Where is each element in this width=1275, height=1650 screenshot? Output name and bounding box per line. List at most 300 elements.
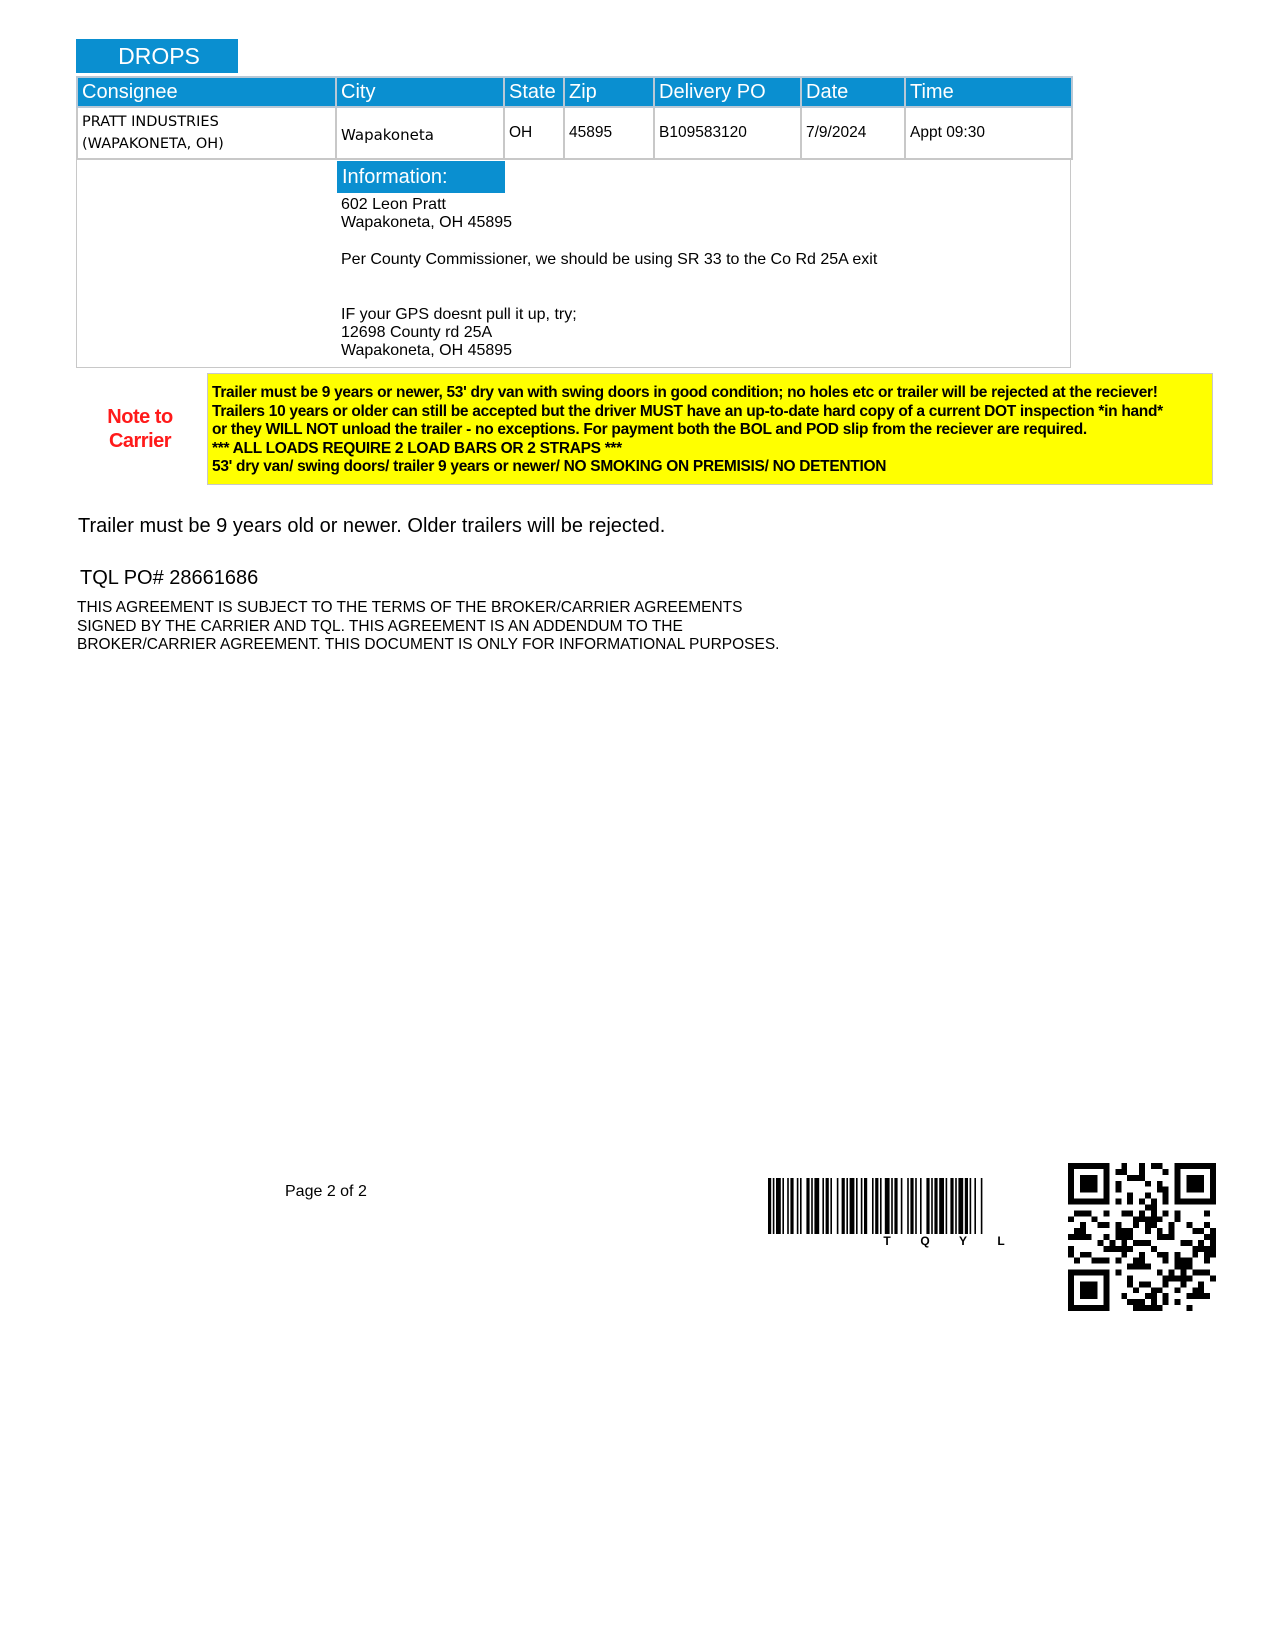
barcode-bar <box>800 1178 802 1234</box>
qr-module <box>1180 1264 1186 1270</box>
qr-module <box>1086 1270 1092 1276</box>
barcode-char: L <box>997 1234 1005 1248</box>
qr-module <box>1068 1305 1074 1311</box>
qr-module <box>1068 1163 1074 1169</box>
barcode-bar <box>776 1178 781 1234</box>
qr-module <box>1175 1252 1181 1258</box>
qr-module <box>1104 1199 1110 1205</box>
qr-module <box>1115 1222 1121 1228</box>
barcode-bar <box>864 1178 867 1234</box>
qr-module <box>1074 1234 1080 1240</box>
qr-module <box>1068 1216 1074 1222</box>
qr-module <box>1115 1258 1121 1264</box>
qr-module <box>1086 1293 1092 1299</box>
qr-module <box>1210 1252 1216 1258</box>
qr-module <box>1080 1187 1086 1193</box>
qr-module <box>1086 1181 1092 1187</box>
note-line: or they WILL NOT unload the trailer - no exceptions. For payment both the BOL and POD slip from the reciever are required. <box>212 421 1087 438</box>
barcode-bar <box>787 1178 789 1234</box>
qr-module <box>1068 1287 1074 1293</box>
qr-module <box>1104 1275 1110 1281</box>
barcode-bar <box>872 1178 874 1234</box>
qr-module <box>1204 1222 1210 1228</box>
qr-module <box>1204 1293 1210 1299</box>
qr-module <box>1104 1163 1110 1169</box>
qr-module <box>1139 1299 1145 1305</box>
qr-module <box>1092 1293 1098 1299</box>
barcode-caption <box>868 1234 1020 1248</box>
qr-module <box>1080 1252 1086 1258</box>
qr-module <box>1163 1299 1169 1305</box>
qr-module <box>1192 1293 1198 1299</box>
qr-module <box>1157 1270 1163 1276</box>
qr-module <box>1092 1187 1098 1193</box>
consignee-name: PRATT INDUSTRIES <box>82 114 219 130</box>
qr-module <box>1127 1299 1133 1305</box>
qr-code-icon <box>1068 1163 1216 1311</box>
qr-module <box>1074 1163 1080 1169</box>
qr-module <box>1139 1169 1145 1175</box>
barcode-bar <box>837 1178 839 1234</box>
qr-module <box>1121 1234 1127 1240</box>
qr-module <box>1204 1258 1210 1264</box>
qr-module <box>1175 1299 1181 1305</box>
barcode-bar <box>950 1178 953 1234</box>
qr-module <box>1157 1252 1163 1258</box>
qr-module <box>1092 1305 1098 1311</box>
qr-module <box>1198 1228 1204 1234</box>
col-header-zip: Zip <box>564 77 654 107</box>
qr-module <box>1169 1228 1175 1234</box>
qr-module <box>1074 1305 1080 1311</box>
qr-module <box>1098 1163 1104 1169</box>
qr-module <box>1092 1281 1098 1287</box>
qr-module <box>1175 1210 1181 1216</box>
qr-module <box>1210 1199 1216 1205</box>
qr-module <box>1210 1275 1216 1281</box>
qr-module <box>1186 1163 1192 1169</box>
col-header-consignee: Consignee <box>77 77 336 107</box>
qr-module <box>1180 1281 1186 1287</box>
qr-module <box>1175 1175 1181 1181</box>
qr-module <box>1175 1193 1181 1199</box>
qr-module <box>1192 1228 1198 1234</box>
qr-module <box>1192 1287 1198 1293</box>
qr-module <box>1151 1216 1157 1222</box>
qr-module <box>1192 1187 1198 1193</box>
qr-module <box>1098 1305 1104 1311</box>
qr-module <box>1121 1228 1127 1234</box>
qr-module <box>1157 1181 1163 1187</box>
qr-module <box>1104 1293 1110 1299</box>
qr-module <box>1133 1222 1139 1228</box>
qr-module <box>1080 1199 1086 1205</box>
note-line: Trailers 10 years or older can still be accepted but the driver MUST have an up-to-date hard copy of a current DOT inspection *in hand* <box>212 402 1163 420</box>
qr-module <box>1151 1163 1157 1169</box>
trailer-age-note: Trailer must be 9 years old or newer. Older trailers will be rejected. <box>78 515 666 537</box>
qr-module <box>1133 1216 1139 1222</box>
drops-section-title: DROPS <box>76 39 238 73</box>
qr-module <box>1192 1199 1198 1205</box>
qr-module <box>1145 1305 1151 1311</box>
qr-module <box>1115 1181 1121 1187</box>
qr-module <box>1133 1305 1139 1311</box>
qr-module <box>1151 1210 1157 1216</box>
qr-module <box>1151 1204 1157 1210</box>
cell-date: 7/9/2024 <box>801 107 905 159</box>
qr-module <box>1175 1287 1181 1293</box>
note-to-carrier-label <box>100 405 180 453</box>
barcode-bar <box>926 1178 929 1234</box>
cell-zip: 45895 <box>564 107 654 159</box>
qr-module <box>1068 1252 1074 1258</box>
qr-module <box>1204 1234 1210 1240</box>
qr-module <box>1098 1199 1104 1205</box>
qr-module <box>1127 1228 1133 1234</box>
qr-module <box>1086 1287 1092 1293</box>
qr-module <box>1092 1199 1098 1205</box>
qr-module <box>1139 1199 1145 1205</box>
qr-module <box>1139 1216 1145 1222</box>
barcode-bar <box>875 1178 878 1234</box>
qr-module <box>1157 1187 1163 1193</box>
qr-module <box>1198 1293 1204 1299</box>
qr-module <box>1104 1222 1110 1228</box>
qr-module <box>1198 1287 1204 1293</box>
qr-module <box>1109 1240 1115 1246</box>
qr-module <box>1098 1258 1104 1264</box>
qr-module <box>1068 1275 1074 1281</box>
qr-module <box>1163 1281 1169 1287</box>
qr-module <box>1127 1210 1133 1216</box>
note-label-line2: Carrier <box>108 430 172 452</box>
qr-module <box>1198 1163 1204 1169</box>
qr-module <box>1068 1193 1074 1199</box>
qr-module <box>1204 1210 1210 1216</box>
col-header-time: Time <box>905 77 1072 107</box>
qr-module <box>1204 1246 1210 1252</box>
qr-module <box>1092 1216 1098 1222</box>
consignee-location: (WAPAKONETA, OH) <box>82 136 224 152</box>
qr-module <box>1127 1234 1133 1240</box>
qr-module <box>1198 1281 1204 1287</box>
qr-module <box>1175 1275 1181 1281</box>
qr-module <box>1127 1275 1133 1281</box>
barcode-bar <box>880 1178 882 1234</box>
qr-module <box>1121 1169 1127 1175</box>
qr-module <box>1151 1305 1157 1311</box>
qr-module <box>1163 1252 1169 1258</box>
qr-module <box>1163 1187 1169 1193</box>
qr-module <box>1080 1270 1086 1276</box>
qr-module <box>1139 1258 1145 1264</box>
qr-module <box>1133 1175 1139 1181</box>
qr-module <box>1186 1187 1192 1193</box>
note-line: 53' dry van/ swing doors/ trailer 9 years or newer/ NO SMOKING ON PREMISIS/ NO DETENTION <box>212 458 887 475</box>
cell-city: Wapakoneta <box>336 107 504 159</box>
qr-module <box>1210 1187 1216 1193</box>
qr-module <box>1080 1293 1086 1299</box>
qr-module <box>1210 1175 1216 1181</box>
qr-module <box>1157 1228 1163 1234</box>
note-line: Trailer must be 9 years or newer, 53' dry van with swing doors in good condition; no holes etc or trailer will be rejected at the reciever! <box>212 384 1158 401</box>
qr-module <box>1180 1270 1186 1276</box>
qr-module <box>1080 1181 1086 1187</box>
qr-module <box>1133 1287 1139 1293</box>
barcode-bar <box>773 1178 775 1234</box>
note-label-line1: Note to <box>107 406 173 428</box>
qr-module <box>1068 1169 1074 1175</box>
qr-module <box>1086 1281 1092 1287</box>
qr-module <box>1145 1216 1151 1222</box>
info-address-line1: 602 Leon Pratt <box>341 196 446 213</box>
qr-module <box>1104 1281 1110 1287</box>
qr-module <box>1180 1258 1186 1264</box>
barcode-bar <box>891 1178 893 1234</box>
drops-table <box>76 76 1073 160</box>
qr-module <box>1180 1163 1186 1169</box>
qr-module <box>1068 1181 1074 1187</box>
qr-module <box>1104 1175 1110 1181</box>
qr-module <box>1121 1293 1127 1299</box>
qr-module <box>1157 1287 1163 1293</box>
qr-module <box>1186 1264 1192 1270</box>
qr-module <box>1139 1240 1145 1246</box>
qr-module <box>1163 1210 1169 1216</box>
qr-module <box>1104 1210 1110 1216</box>
barcode-bar <box>814 1178 819 1234</box>
qr-module <box>1139 1163 1145 1169</box>
qr-module <box>1127 1199 1133 1205</box>
qr-module <box>1198 1199 1204 1205</box>
qr-module <box>1092 1287 1098 1293</box>
barcode-bar <box>910 1178 913 1234</box>
qr-module <box>1104 1187 1110 1193</box>
qr-module <box>1163 1293 1169 1299</box>
barcode-bar <box>856 1178 858 1234</box>
qr-module <box>1192 1270 1198 1276</box>
qr-module <box>1151 1222 1157 1228</box>
qr-module <box>1068 1281 1074 1287</box>
barcode-bar <box>894 1178 897 1234</box>
qr-module <box>1086 1199 1092 1205</box>
qr-module <box>1198 1181 1204 1187</box>
barcode-bar <box>974 1178 976 1234</box>
qr-module <box>1127 1264 1133 1270</box>
qr-module <box>1080 1222 1086 1228</box>
qr-module <box>1068 1270 1074 1276</box>
info-gps-line3: Wapakoneta, OH 45895 <box>341 342 513 359</box>
qr-module <box>1068 1175 1074 1181</box>
qr-module <box>1157 1216 1163 1222</box>
barcode-bar <box>850 1178 855 1234</box>
barcode-bar <box>970 1178 972 1234</box>
qr-module <box>1104 1258 1110 1264</box>
qr-module <box>1115 1270 1121 1276</box>
qr-module <box>1080 1228 1086 1234</box>
qr-module <box>1086 1234 1092 1240</box>
col-header-state: State <box>504 77 564 107</box>
qr-module <box>1198 1270 1204 1276</box>
barcode-char: T <box>883 1234 891 1248</box>
qr-module <box>1175 1163 1181 1169</box>
qr-module <box>1092 1258 1098 1264</box>
qr-module <box>1210 1193 1216 1199</box>
qr-module <box>1175 1181 1181 1187</box>
qr-module <box>1080 1175 1086 1181</box>
po-number: TQL PO# 28661686 <box>80 567 259 589</box>
qr-module <box>1163 1275 1169 1281</box>
qr-module <box>1204 1270 1210 1276</box>
qr-module <box>1163 1193 1169 1199</box>
qr-module <box>1210 1228 1216 1234</box>
qr-module <box>1163 1199 1169 1205</box>
qr-module <box>1186 1293 1192 1299</box>
qr-module <box>1080 1281 1086 1287</box>
qr-module <box>1115 1199 1121 1205</box>
qr-module <box>1133 1299 1139 1305</box>
qr-module <box>1192 1181 1198 1187</box>
barcode-bar <box>797 1178 799 1234</box>
cell-consignee <box>77 107 336 159</box>
col-header-city: City <box>336 77 504 107</box>
qr-module <box>1151 1287 1157 1293</box>
page-number: Page 2 of 2 <box>285 1183 367 1200</box>
qr-module <box>1169 1275 1175 1281</box>
qr-module <box>1186 1305 1192 1311</box>
barcode-bar <box>981 1178 983 1234</box>
qr-module <box>1163 1169 1169 1175</box>
qr-module <box>1080 1234 1086 1240</box>
col-header-date: Date <box>801 77 905 107</box>
qr-module <box>1086 1163 1092 1169</box>
qr-module <box>1086 1175 1092 1181</box>
qr-module <box>1145 1222 1151 1228</box>
qr-module <box>1210 1163 1216 1169</box>
qr-module <box>1139 1264 1145 1270</box>
qr-module <box>1109 1246 1115 1252</box>
qr-module <box>1104 1181 1110 1187</box>
qr-module <box>1169 1270 1175 1276</box>
qr-module <box>1133 1240 1139 1246</box>
barcode-bar <box>931 1178 933 1234</box>
qr-module <box>1186 1222 1192 1228</box>
qr-module <box>1092 1163 1098 1169</box>
barcode-bar <box>861 1178 863 1234</box>
information-label: Information: <box>337 161 505 193</box>
qr-module <box>1157 1305 1163 1311</box>
qr-module <box>1204 1252 1210 1258</box>
qr-module <box>1180 1199 1186 1205</box>
qr-module <box>1104 1270 1110 1276</box>
qr-module <box>1163 1258 1169 1264</box>
qr-module <box>1198 1240 1204 1246</box>
qr-module <box>1186 1258 1192 1264</box>
qr-module <box>1068 1299 1074 1305</box>
qr-module <box>1151 1246 1157 1252</box>
qr-module <box>1192 1252 1198 1258</box>
barcode-bar <box>920 1178 922 1234</box>
qr-module <box>1074 1258 1080 1264</box>
qr-module <box>1068 1293 1074 1299</box>
qr-module <box>1210 1169 1216 1175</box>
barcode-bar <box>830 1178 832 1234</box>
qr-module <box>1068 1187 1074 1193</box>
qr-module <box>1104 1246 1110 1252</box>
barcode-bar <box>811 1178 813 1234</box>
barcode-bar <box>934 1178 937 1234</box>
qr-module <box>1180 1240 1186 1246</box>
qr-module <box>1157 1163 1163 1169</box>
barcode-bar <box>790 1178 793 1234</box>
qr-module <box>1121 1210 1127 1216</box>
qr-module <box>1210 1240 1216 1246</box>
qr-module <box>1186 1175 1192 1181</box>
cell-delivery-po: B109583120 <box>654 107 801 159</box>
qr-module <box>1104 1169 1110 1175</box>
info-gps-line2: 12698 County rd 25A <box>341 324 493 341</box>
qr-module <box>1145 1204 1151 1210</box>
barcode-bar <box>842 1178 845 1234</box>
qr-module <box>1198 1187 1204 1193</box>
qr-module <box>1098 1240 1104 1246</box>
qr-module <box>1074 1270 1080 1276</box>
barcode-bar <box>955 1178 957 1234</box>
qr-module <box>1104 1287 1110 1293</box>
qr-module <box>1074 1228 1080 1234</box>
barcode-bar <box>846 1178 848 1234</box>
qr-module <box>1175 1169 1181 1175</box>
qr-module <box>1115 1234 1121 1240</box>
qr-module <box>1121 1240 1127 1246</box>
qr-module <box>1133 1264 1139 1270</box>
barcode-bar <box>915 1178 917 1234</box>
barcode-bar <box>939 1178 944 1234</box>
qr-module <box>1175 1199 1181 1205</box>
cell-state: OH <box>504 107 564 159</box>
qr-module <box>1098 1222 1104 1228</box>
qr-module <box>1115 1187 1121 1193</box>
qr-module <box>1192 1246 1198 1252</box>
qr-module <box>1151 1299 1157 1305</box>
qr-module <box>1175 1216 1181 1222</box>
qr-module <box>1127 1281 1133 1287</box>
qr-module <box>1115 1169 1121 1175</box>
qr-module <box>1074 1199 1080 1205</box>
qr-module <box>1169 1234 1175 1240</box>
barcode-char: Y <box>958 1234 967 1248</box>
qr-module <box>1104 1299 1110 1305</box>
qr-module <box>1198 1175 1204 1181</box>
barcode-icon <box>768 1178 1056 1234</box>
qr-module <box>1080 1305 1086 1311</box>
qr-module <box>1086 1252 1092 1258</box>
qr-module <box>1145 1264 1151 1270</box>
qr-module <box>1145 1240 1151 1246</box>
qr-module <box>1186 1275 1192 1281</box>
barcode-bar <box>782 1178 784 1234</box>
info-route-note: Per County Commissioner, we should be using SR 33 to the Co Rd 25A exit <box>341 251 878 268</box>
qr-module <box>1169 1222 1175 1228</box>
note-line: *** ALL LOADS REQUIRE 2 LOAD BARS OR 2 STRAPS *** <box>212 439 622 457</box>
qr-module <box>1086 1210 1092 1216</box>
qr-module <box>1145 1281 1151 1287</box>
info-gps-line1: IF your GPS doesnt pull it up, try; <box>341 306 577 323</box>
barcode-bar <box>822 1178 824 1234</box>
qr-module <box>1145 1293 1151 1299</box>
qr-module <box>1133 1258 1139 1264</box>
qr-module <box>1210 1246 1216 1252</box>
